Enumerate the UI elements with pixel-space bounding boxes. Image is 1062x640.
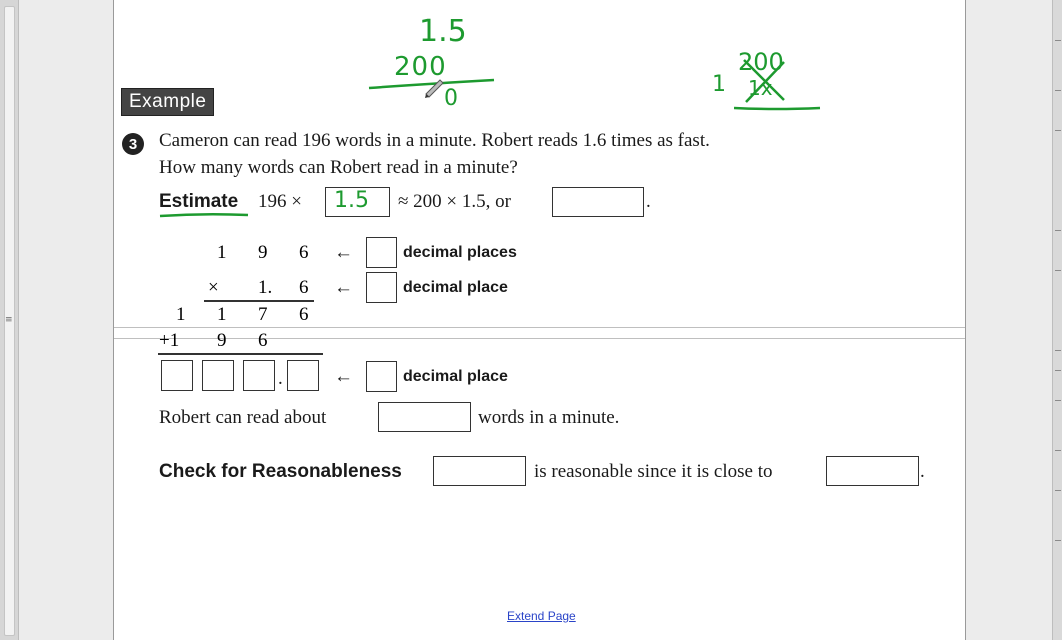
right-scrollbar[interactable]: [1052, 0, 1062, 640]
scroll-mark: [1055, 90, 1061, 91]
scroll-mark: [1055, 270, 1061, 271]
partial1-digit: 6: [299, 304, 309, 325]
estimate-factor-box[interactable]: [325, 187, 390, 217]
scroll-mark: [1055, 400, 1061, 401]
estimate-underline: [158, 212, 250, 220]
problem-number-badge: [121, 132, 145, 156]
handwritten-1x: 1x: [748, 76, 773, 100]
product-digit-box[interactable]: [243, 360, 275, 391]
decimal-place-box[interactable]: [366, 272, 397, 303]
check-answer-box[interactable]: [433, 456, 526, 486]
scroll-mark: [1055, 350, 1061, 351]
decimal-place-label: decimal place: [403, 279, 508, 296]
arrow-left-icon: ←: [334, 242, 353, 263]
scroll-mark: [1055, 540, 1061, 541]
scroll-mark: [1055, 370, 1061, 371]
scrollbar-grip-icon: ≡: [5, 315, 13, 325]
page-seam: [114, 338, 965, 339]
product-decimal-point: .: [278, 368, 283, 389]
product-decimal-place-label: decimal place: [403, 368, 508, 385]
problem-number: 3: [128, 136, 138, 153]
sum-rule: [158, 353, 323, 355]
row1-digit: 9: [258, 242, 268, 263]
check-period: .: [920, 461, 925, 482]
handwritten-200: 200: [394, 52, 447, 82]
row1-digit: 6: [299, 242, 309, 263]
textbook-page: [113, 0, 966, 640]
scroll-mark: [1055, 490, 1061, 491]
estimate-period: .: [646, 191, 651, 212]
scroll-mark: [1055, 130, 1061, 131]
left-scrollbar[interactable]: [0, 0, 19, 640]
answer-suffix: words in a minute.: [478, 407, 620, 428]
estimate-mid: ≈ 200 × 1.5, or: [398, 191, 511, 212]
answer-prefix: Robert can read about: [159, 407, 327, 428]
pencil-cursor-icon: [422, 74, 446, 98]
arrow-left-icon: ←: [334, 277, 353, 298]
problem-line-2: How many words can Robert read in a minute?: [159, 157, 518, 178]
page-seam: [114, 327, 965, 328]
times-sign: ×: [208, 277, 219, 298]
problem-line-1: Cameron can read 196 words in a minute. Robert reads 1.6 times as fast.: [159, 130, 710, 151]
row2-digit: 1.: [258, 277, 273, 298]
decimal-places-label: decimal places: [403, 244, 517, 261]
partial1-digit: 1: [176, 304, 186, 325]
scroll-mark: [1055, 450, 1061, 451]
partial1-digit: 7: [258, 304, 268, 325]
handwritten-1-right: 1: [712, 72, 726, 97]
partial2-digit: 9: [217, 330, 227, 351]
estimate-label: Estimate: [159, 191, 239, 212]
product-digit-box[interactable]: [161, 360, 193, 391]
handwritten-200-right: 200: [738, 48, 784, 76]
check-label: Check for Reasonableness: [159, 461, 402, 482]
partial2-digit: +1: [159, 330, 180, 351]
scroll-mark: [1055, 40, 1061, 41]
check-middle: is reasonable since it is close to: [534, 461, 773, 482]
estimate-result-box[interactable]: [552, 187, 644, 217]
handwritten-1-5: 1.5: [419, 14, 467, 49]
product-digit-box[interactable]: [202, 360, 234, 391]
row2-digit: 6: [299, 277, 309, 298]
answer-box[interactable]: [378, 402, 471, 432]
handwritten-0: 0: [444, 86, 458, 111]
row1-digit: 1: [217, 242, 227, 263]
partial2-digit: 6: [258, 330, 268, 351]
arrow-left-icon: ←: [334, 366, 353, 387]
example-badge: Example: [121, 88, 214, 116]
scroll-mark: [1055, 230, 1061, 231]
estimate-lead: 196 ×: [258, 191, 302, 212]
product-digit-box[interactable]: [287, 360, 319, 391]
product-decimal-place-box[interactable]: [366, 361, 397, 392]
handwritten-strike: [734, 52, 824, 112]
multiplication-rule: [204, 300, 314, 302]
partial1-digit: 1: [217, 304, 227, 325]
estimate-factor-value: 1.5: [334, 188, 369, 213]
extend-page-link[interactable]: Extend Page: [507, 609, 576, 623]
decimal-places-box[interactable]: [366, 237, 397, 268]
check-estimate-box[interactable]: [826, 456, 919, 486]
